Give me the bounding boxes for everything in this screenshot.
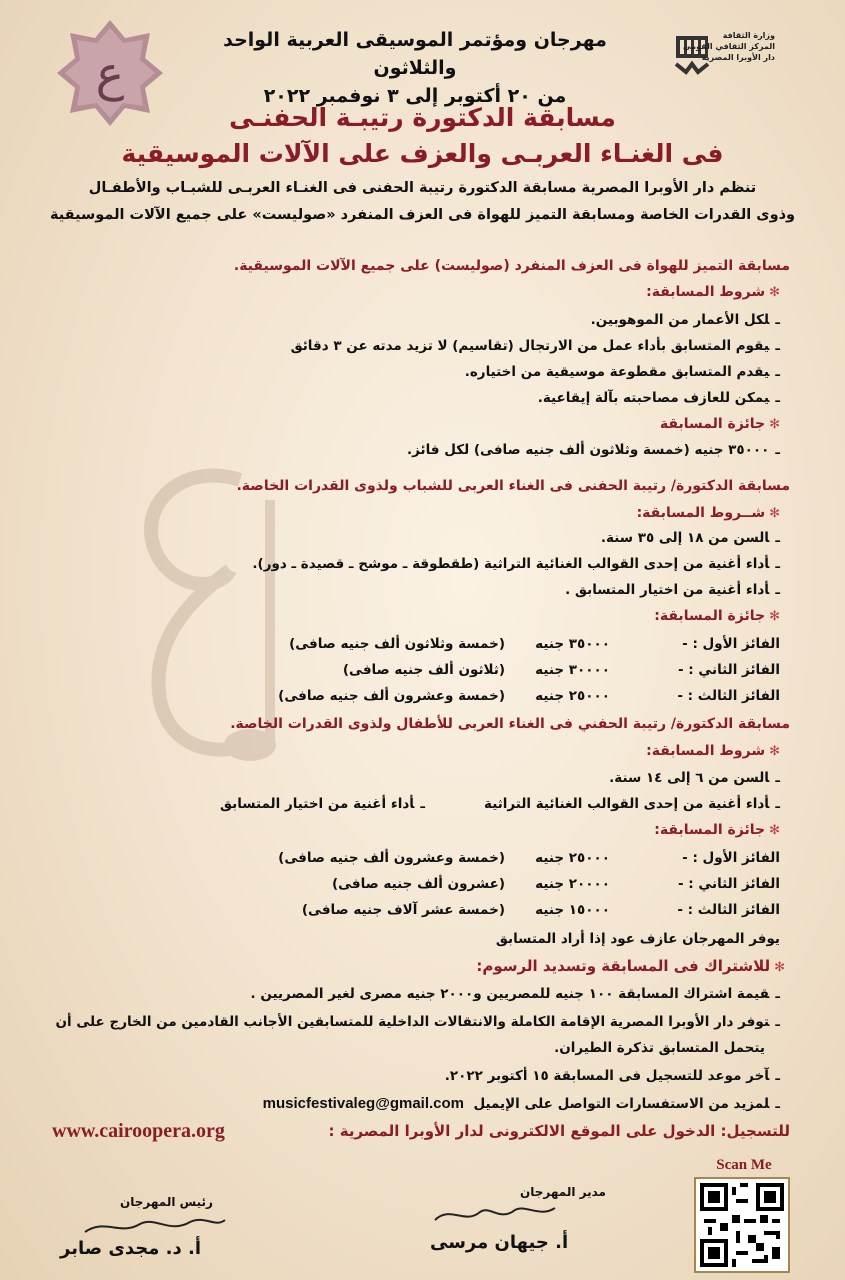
list-item: ـقيمة اشتراك المسابقة ١٠٠ جنيه للمصريين و٢٠٠٠ جنيه مصرى لغير المصريين . [250,986,780,1002]
bullet-star-icon: ✻ [774,960,785,975]
prize-words: (خمسة وعشرون ألف جنيه صافى) [278,688,505,704]
president-role: رئيس المهرجان [120,1195,213,1209]
soloist-conditions-heading: ✻شروط المسابقة: [646,284,780,300]
prize-words: (خمسة عشر آلاف جنيه صافى) [301,902,505,918]
competition-title [100,100,745,172]
ministry-line: المركز الثقافي القومي [683,42,775,51]
ministry-line: دار الأوبرا المصرية [701,53,775,62]
list-item: ـأداء أغنية من اختيار المتسابق [219,796,425,812]
prize-place: الفائز الثالث : - [677,688,780,704]
prize-amount: ١٥٠٠٠ جنيه [535,902,610,918]
children-heading: مسابقة الدكتورة/ رتيبة الحفني فى الغناء العربى للأطفال ولذوى القدرات الخاصة. [230,716,790,732]
festival-dates: من ٢٠ أكتوبر إلى ٣ نوفمبر ٢٠٢٢ [263,85,567,107]
prize-place: الفائز الأول : - [682,636,780,652]
list-item: ـيقوم المتسابق بأداء عمل من الارتجال (تقاسيم) لا تزيد مدته عن ٣ دقائق [290,338,780,354]
list-item: ـيمكن للعازف مصاحبته بآلة إيقاعية. [537,390,780,406]
festival-title [205,26,625,110]
soloist-prize: ـ٣٥٠٠٠ جنيه (خمسة وثلاثون ألف جنيه صافى) لكل فائز. [407,442,780,458]
youth-prizes-heading: ✻جائزة المسابقة: [654,608,780,624]
oud-note: يوفر المهرجان عازف عود إذا أراد المتسابق [495,931,780,947]
email-link[interactable]: musicfestivaleg@gmail.com [262,1095,465,1112]
intro-line: وذوى القدرات الخاصة ومسابقة التميز للهواة فى العزف المنفرد «صوليست» على جميع الآلات الموسيقية [49,207,796,223]
list-item: ـأداء أغنية من اختيار المتسابق . [565,582,780,598]
list-item: ـالسن من ١٨ إلى ٣٥ سنة. [600,530,780,546]
bullet-star-icon: ✻ [769,285,780,300]
prize-place: الفائز الثاني : - [677,662,780,678]
list-item: ـالسن من ٦ إلى ١٤ سنة. [609,770,780,786]
prize-words: (ثلاثون ألف جنيه صافى) [342,662,505,678]
list-item: ـآخر موعد للتسجيل فى المسابقة ١٥ أكتوبر ٢٠٢٢. [444,1068,780,1084]
fees-heading: ✻للاشتراك فى المسابقة وتسديد الرسوم: [476,957,785,975]
ministry-text [665,30,775,63]
title-line: فى الغنـاء العربـى والعزف على الآلات الموسيقية [121,139,724,168]
list-item-continued: يتحمل المتسابق تذكرة الطيران. [554,1040,765,1056]
bullet-star-icon: ✻ [769,506,780,521]
list-item: ـتوفر دار الأوبرا المصرية الإقامة الكاملة والانتقالات الداخلية للمتسابقين الأجانب القادمين من الخارج على أن [55,1014,780,1030]
list-item: ـأداء أغنية من إحدى القوالب الغنائية التراثية (طقطوقة ـ موشح ـ قصيدة ـ دور). [252,556,780,572]
prize-words: (خمسة وعشرون ألف جنيه صافى) [278,850,505,866]
list-item: ـيقدم المتسابق مقطوعة موسيقية من اختياره. [464,364,780,380]
title-line: مسابقة الدكتورة رتيبـة الحفنـى [229,103,616,132]
president-name: أ. د. مجدى صابر [60,1238,202,1259]
list-item: ـلكل الأعمار من الموهوبين. [590,312,780,328]
children-prizes-heading: ✻جائزة المسابقة: [654,822,780,838]
prize-words: (خمسة وثلاثون ألف جنيه صافى) [289,636,505,652]
bullet-star-icon: ✻ [769,823,780,838]
children-conditions-heading: ✻شروط المسابقة: [646,743,780,759]
prize-amount: ٢٠٠٠٠ جنيه [535,876,610,892]
scan-me-label: Scan Me [716,1157,772,1173]
president-signature [80,1210,230,1240]
logo-letter: ع [95,46,125,102]
bullet-star-icon: ✻ [769,609,780,624]
prize-words: (عشرون ألف جنيه صافى) [331,876,505,892]
ministry-line: وزارة الثقافة [722,31,775,40]
bullet-star-icon: ✻ [769,417,780,432]
prize-place: الفائز الثالث : - [677,902,780,918]
prize-amount: ٢٥٠٠٠ جنيه [535,850,610,866]
bullet-star-icon: ✻ [769,744,780,759]
list-item: ـأداء أغنية من إحدى القوالب الغنائية التراثية [484,796,780,812]
website-link[interactable]: www.cairoopera.org [52,1120,225,1142]
qr-code-icon[interactable] [694,1177,790,1273]
registration-label: للتسجيل: الدخول على الموقع الالكترونى لدار الأوبرا المصرية : [328,1122,790,1140]
intro-line: تنظم دار الأوبرا المصرية مسابقة الدكتورة رتيبة الحفنى فى الغنـاء العربـى للشبـاب والأطفـال [88,180,757,196]
prize-place: الفائز الثاني : - [677,876,780,892]
director-signature [430,1200,560,1230]
prize-amount: ٣٥٠٠٠ جنيه [535,636,610,652]
prize-amount: ٢٥٠٠٠ جنيه [535,688,610,704]
soloist-prize-heading: ✻جائزة المسابقة [659,416,780,432]
youth-conditions-heading: ✻شــروط المسابقة: [636,505,780,521]
youth-heading: مسابقة الدكتورة/ رتيبة الحفنى فى الغناء العربى للشباب ولذوى القدرات الخاصة. [236,478,790,494]
list-item: ـلمزيد من الاستفسارات التواصل على الإيميل musicfestivaleg@gmail.com [262,1095,780,1112]
soloist-heading: مسابقة التميز للهواة فى العزف المنفرد (صوليست) على جميع الآلات الموسيقية. [233,258,790,274]
director-name: أ. جيهان مرسى [430,1232,569,1253]
director-role: مدير المهرجان [520,1185,606,1199]
festival-name: مهرجان ومؤتمر الموسيقى العربية الواحد والثلاثون [223,29,607,79]
prize-amount: ٣٠٠٠٠ جنيه [535,662,610,678]
prize-place: الفائز الأول : - [682,850,780,866]
intro-paragraph [40,175,805,229]
